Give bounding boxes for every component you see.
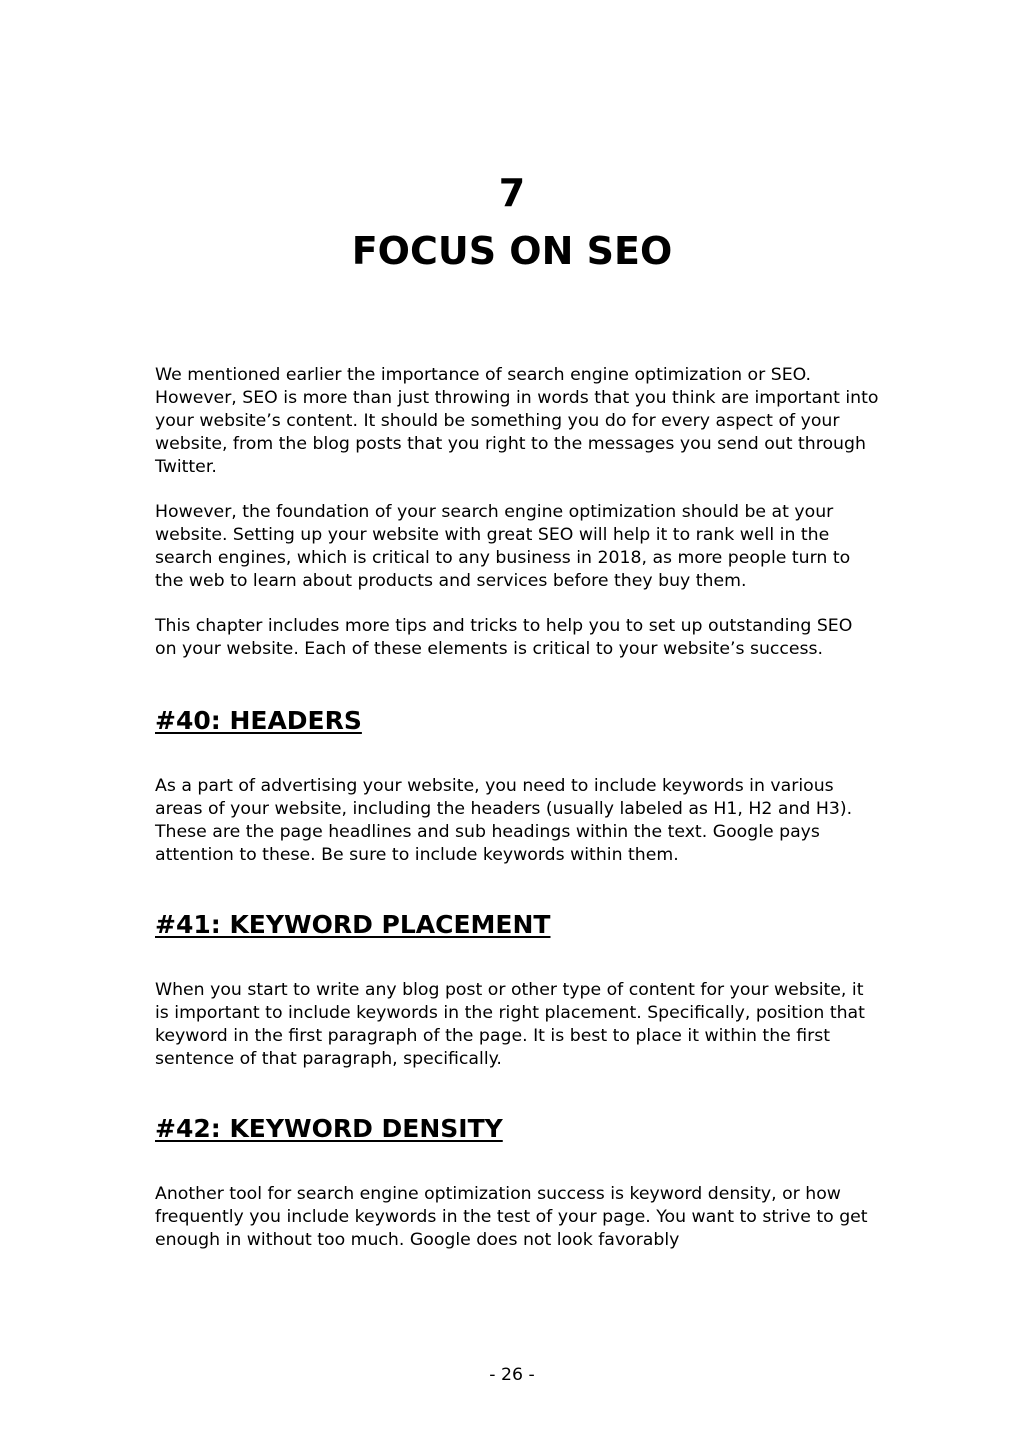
chapter-title: FOCUS ON SEO [351, 229, 673, 273]
section-body-keyword-density: Another tool for search engine optimization success is keyword density, or how frequently you include keywords in the test of your page. You want to strive to get enough in without too much. Google does not look favorably [155, 1184, 868, 1250]
section-body-headers: As a part of advertising your website, you need to include keywords in various areas of your website, including the headers (usually labeled as H1, H2 and H3). These are the page headlines and sub headings within the text. Google pays attention to these. Be sure to include keywords within them. [155, 776, 853, 865]
chapter-number: 7 [498, 171, 526, 215]
intro-paragraph: We mentioned earlier the importance of search engine optimization or SEO. However, SEO is more than just throwing in words that you think are important into your website’s content. It should be something you do for every aspect of your website, from the blog posts that you right to the messages you send out through Twitter. [155, 365, 879, 477]
section-heading-keyword-density: #42: KEYWORD DENSITY [155, 1114, 503, 1143]
intro-paragraph: However, the foundation of your search engine optimization should be at your website. Setting up your website with great SEO will help it to rank well in the search engines, which is critical to any business in 2018, as more people turn to the web to learn about products and services before they buy them. [155, 502, 851, 591]
page-content [155, 364, 879, 1252]
section-heading-keyword-placement: #41: KEYWORD PLACEMENT [155, 910, 551, 939]
section-body-keyword-placement: When you start to write any blog post or other type of content for your website, it is important to include keywords in the right placement. Specifically, position that keyword in the first paragraph of the page. It is best to place it within the first sentence of that paragraph, specifically. [155, 980, 865, 1069]
intro-paragraph: This chapter includes more tips and tricks to help you to set up outstanding SEO on your website. Each of these elements is critical to your website’s success. [155, 616, 853, 659]
section-heading-headers: #40: HEADERS [155, 706, 362, 735]
page-number: - 26 - [489, 1365, 535, 1385]
